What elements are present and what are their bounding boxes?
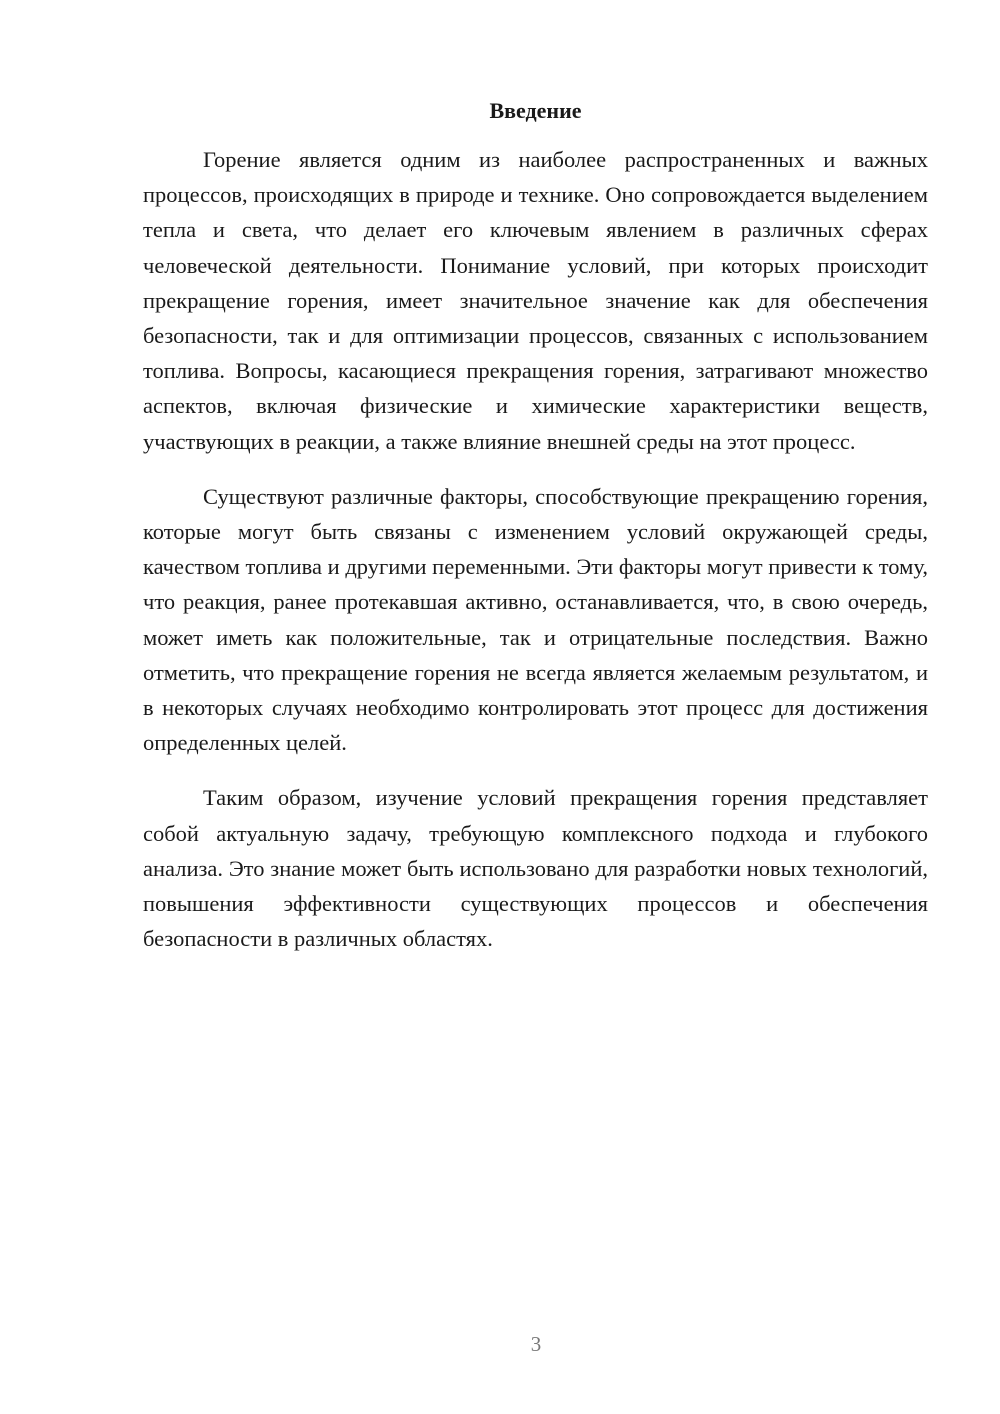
body-text [143, 142, 928, 976]
paragraph-1: Горение является одним из наиболее распространенных и важных процессов, происходящих в природе и технике. Оно сопровождается выделением тепла и света, что делает его ключевым явлением в различных сферах человеческой деятельности. Понимание условий, при которых происходит прекращение горения, имеет значительное значение как для обеспечения безопасности, так и для оптимизации процессов, связанных с использованием топлива. Вопросы, касающиеся прекращения горения, затрагивают множество аспектов, включая физические и химические характеристики веществ, участвующих в реакции, а также влияние внешней среды на этот процесс. [143, 147, 928, 454]
page-number: 3 [530, 1332, 542, 1356]
paragraph-3: Таким образом, изучение условий прекращения горения представляет собой актуальную задачу, требующую комплексного подхода и глубокого анализа. Это знание может быть использовано для разработки новых технологий, повышения эффективности существующих процессов и обеспечения безопасности в различных областях. [143, 785, 928, 952]
section-title: Введение [489, 98, 582, 123]
paragraph-2: Существуют различные факторы, способствующие прекращению горения, которые могут быть связаны с изменением условий окружающей среды, качеством топлива и другими переменными. Эти факторы могут привести к тому, что реакция, ранее протекавшая активно, останавливается, что, в свою очередь, может иметь как положительные, так и отрицательные последствия. Важно отметить, что прекращение горения не всегда является желаемым результатом, и в некоторых случаях необходимо контролировать этот процесс для достижения определенных целей. [143, 483, 928, 756]
